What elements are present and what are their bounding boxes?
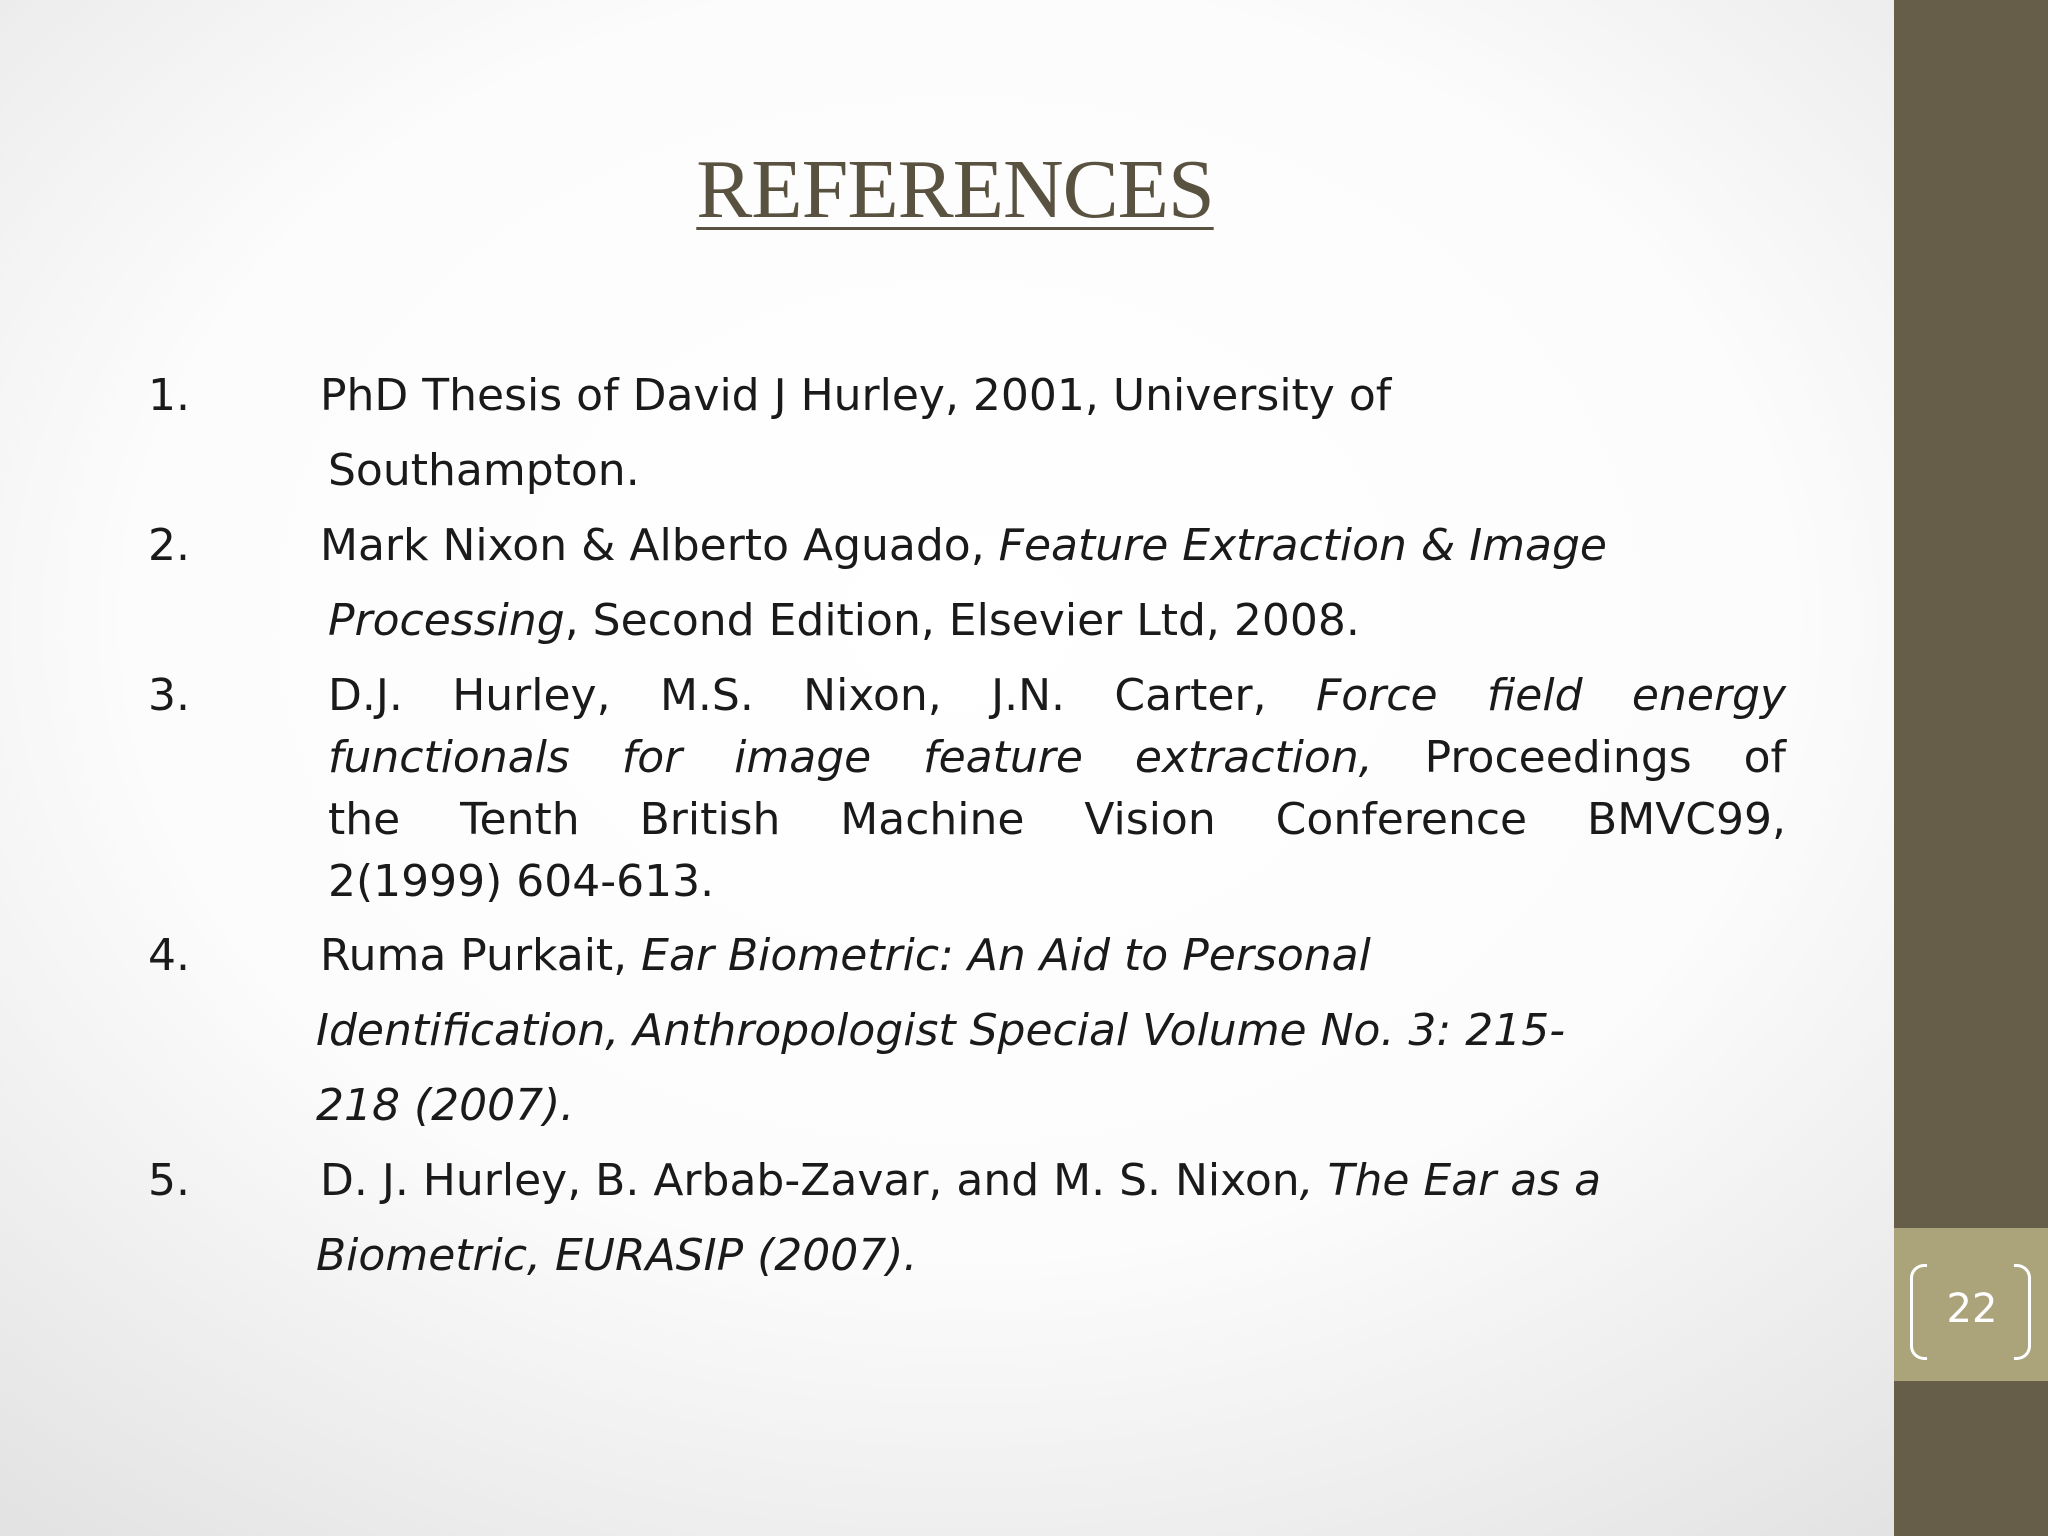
reference-title: Processing	[328, 595, 565, 646]
reference-text	[328, 668, 1786, 724]
reference-text: 218 (2007).	[316, 1080, 575, 1131]
slide-title: REFERENCES	[696, 143, 1214, 236]
reference-number: 1.	[148, 370, 190, 421]
reference-title: , The Ear as a	[1299, 1155, 1602, 1206]
reference-text	[320, 928, 1371, 984]
reference-text: 2(1999) 604-613.	[328, 856, 715, 907]
reference-text: PhD Thesis of David J Hurley, 2001, University of	[320, 370, 1392, 421]
reference-title: functionals for image feature extraction,	[328, 732, 1373, 783]
reference-text: Identification, Anthropologist Special Volume No. 3: 215-	[316, 1005, 1566, 1056]
reference-number: 4.	[148, 930, 190, 981]
reference-title: Feature Extraction & Image	[998, 520, 1608, 571]
reference-title: Ear Biometric: An Aid to Personal	[641, 930, 1371, 981]
reference-text	[328, 593, 1360, 649]
reference-authors: Mark Nixon & Alberto Aguado,	[320, 520, 999, 571]
reference-details: Proceedings of	[1372, 732, 1786, 783]
reference-authors: D. J. Hurley, B. Arbab-Zavar, and M. S. Nixon	[320, 1155, 1300, 1206]
reference-text	[328, 730, 1786, 786]
reference-text	[320, 518, 1607, 574]
reference-title: Force field energy	[1315, 670, 1786, 721]
reference-details: , Second Edition, Elsevier Ltd, 2008.	[564, 595, 1360, 646]
reference-authors: D.J. Hurley, M.S. Nixon, J.N. Carter,	[328, 670, 1316, 721]
reference-authors: Ruma Purkait,	[320, 930, 642, 981]
reference-text	[320, 1153, 1601, 1209]
reference-text: Biometric, EURASIP (2007).	[316, 1230, 918, 1281]
reference-number: 5.	[148, 1155, 190, 1206]
reference-number: 3.	[148, 670, 190, 721]
reference-number: 2.	[148, 520, 190, 571]
page-number: 22	[1946, 1286, 1998, 1332]
reference-text: the Tenth British Machine Vision Conference BMVC99,	[328, 794, 1786, 845]
reference-text: Southampton.	[328, 445, 640, 496]
